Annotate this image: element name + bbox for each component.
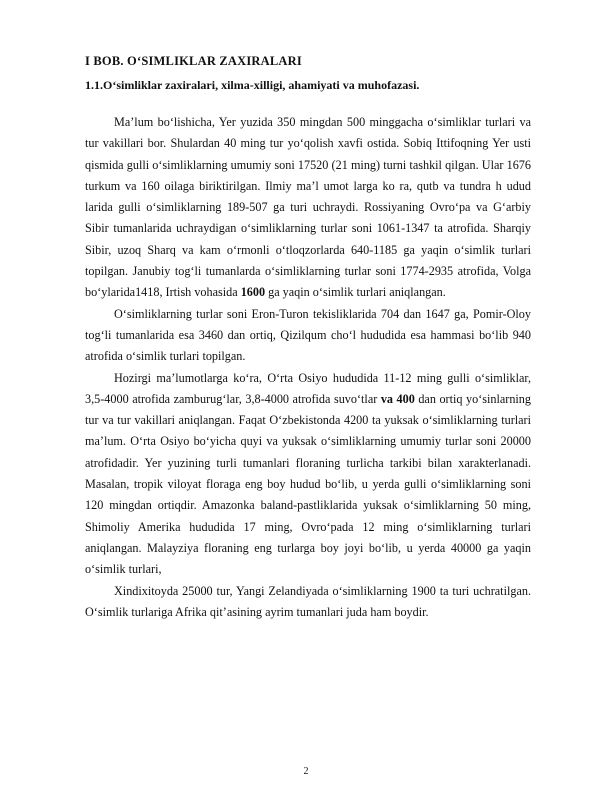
paragraph-4 xyxy=(85,581,531,624)
paragraph-text: O‘simliklarning turlar soni Eron-Turon tekisliklarida 704 dan 1647 ga, Pomir-Oloy tog‘li tumanlarida esa 3460 dan ortiq, Qizilqum cho‘l hududida esa hammasi bo‘lib 940 atrofida o‘simlik turlari topilgan. xyxy=(85,306,531,364)
bold-number: va 400 xyxy=(380,391,415,406)
chapter-title: I BOB. O‘SIMLIKLAR ZAXIRALARI xyxy=(85,54,302,68)
paragraph-1 xyxy=(85,112,531,304)
paragraph-text: ga yaqin o‘simlik turlari aniqlangan. xyxy=(265,285,446,300)
paragraph-text: Hozirgi ma’lumotlarga ko‘ra, O‘rta Osiyo hududida 11-12 ming gulli o‘simliklar, 3,5-4000 atrofida zamburug‘lar, 3,8-4000 atrofida suvo‘tlar xyxy=(85,370,531,406)
paragraph-3 xyxy=(85,368,531,581)
page-number: 2 xyxy=(303,766,309,777)
paragraph-text: Ma’lum bo‘lishicha, Yer yuzida 350 mingdan 500 minggacha o‘simliklar turlari va tur vakillari bor. Shulardan 40 ming tur yo‘qolish xavfi ostida. Sobiq Ittifoqning Yer usti qismida gulli o‘simliklarning umumiy soni 17520 (21 ming) turni tashkil qilgan. Ular 1676 turkum va 160 oilaga biriktirilgan. Ilmiy ma’l umot larga ko ra, qutb va tundra h udud larida gulli o‘simliklarning 189-507 ga turi uchraydi. Rossiyaning Ovro‘pa va G‘arbiy Sibir tumanlarida uchraydigan o‘simliklarning turlar soni 1061-1347 ta atrofida. Sharqiy Sibir, uzoq Sharq va kam o‘rmonli o‘tloqzorlarda 640-1185 ga yaqin o‘simlik turlari topilgan. Janubiy tog‘li tumanlarda o‘simliklarning turlar soni 1774-2935 atrofida, Volga bo‘ylarida1418, Irtish vohasida xyxy=(85,115,531,300)
paragraph-2 xyxy=(85,304,531,368)
document-page xyxy=(85,52,531,623)
section-title: 1.1.O‘simliklar zaxiralari, xilma-xilligi, ahamiyati va muhofazasi. xyxy=(85,78,420,92)
bold-number: 1600 xyxy=(240,285,266,300)
paragraph-text: dan ortiq yo‘sinlarning tur va tur vakillari aniqlangan. Faqat O‘zbekistonda 4200 ta yuksak o‘simliklarning turlari ma’lum. O‘rta Osiyo bo‘yicha quyi va yuksak o‘simliklarning umumiy turlar soni 20000 atrofidadir. Yer yuzining turli tumanlari floraning turlicha tarkibi bilan xarakterlanadi. Masalan, tropik viloyat floraga eng boy hudud bo‘lib, u yerda gulli o‘simliklarning soni 120 mingdan ortiqdir. Amazonka baland-pastliklarida yuksak o‘simliklarning 50 ming, Shimoliy Amerika hududida 17 ming, Ovro‘pada 12 ming o‘simliklarning turlari aniqlangan. Malayziya floraning eng turlarga boy joyi bo‘lib, u yerda 40000 ga yaqin o‘simlik turlari, xyxy=(85,391,531,577)
paragraph-text: Xindixitoyda 25000 tur, Yangi Zelandiyada o‘simliklarning 1900 ta turi uchratilgan. O‘simlik turlariga Afrika qit’asining ayrim tumanlari juda ham boydir. xyxy=(85,583,531,619)
